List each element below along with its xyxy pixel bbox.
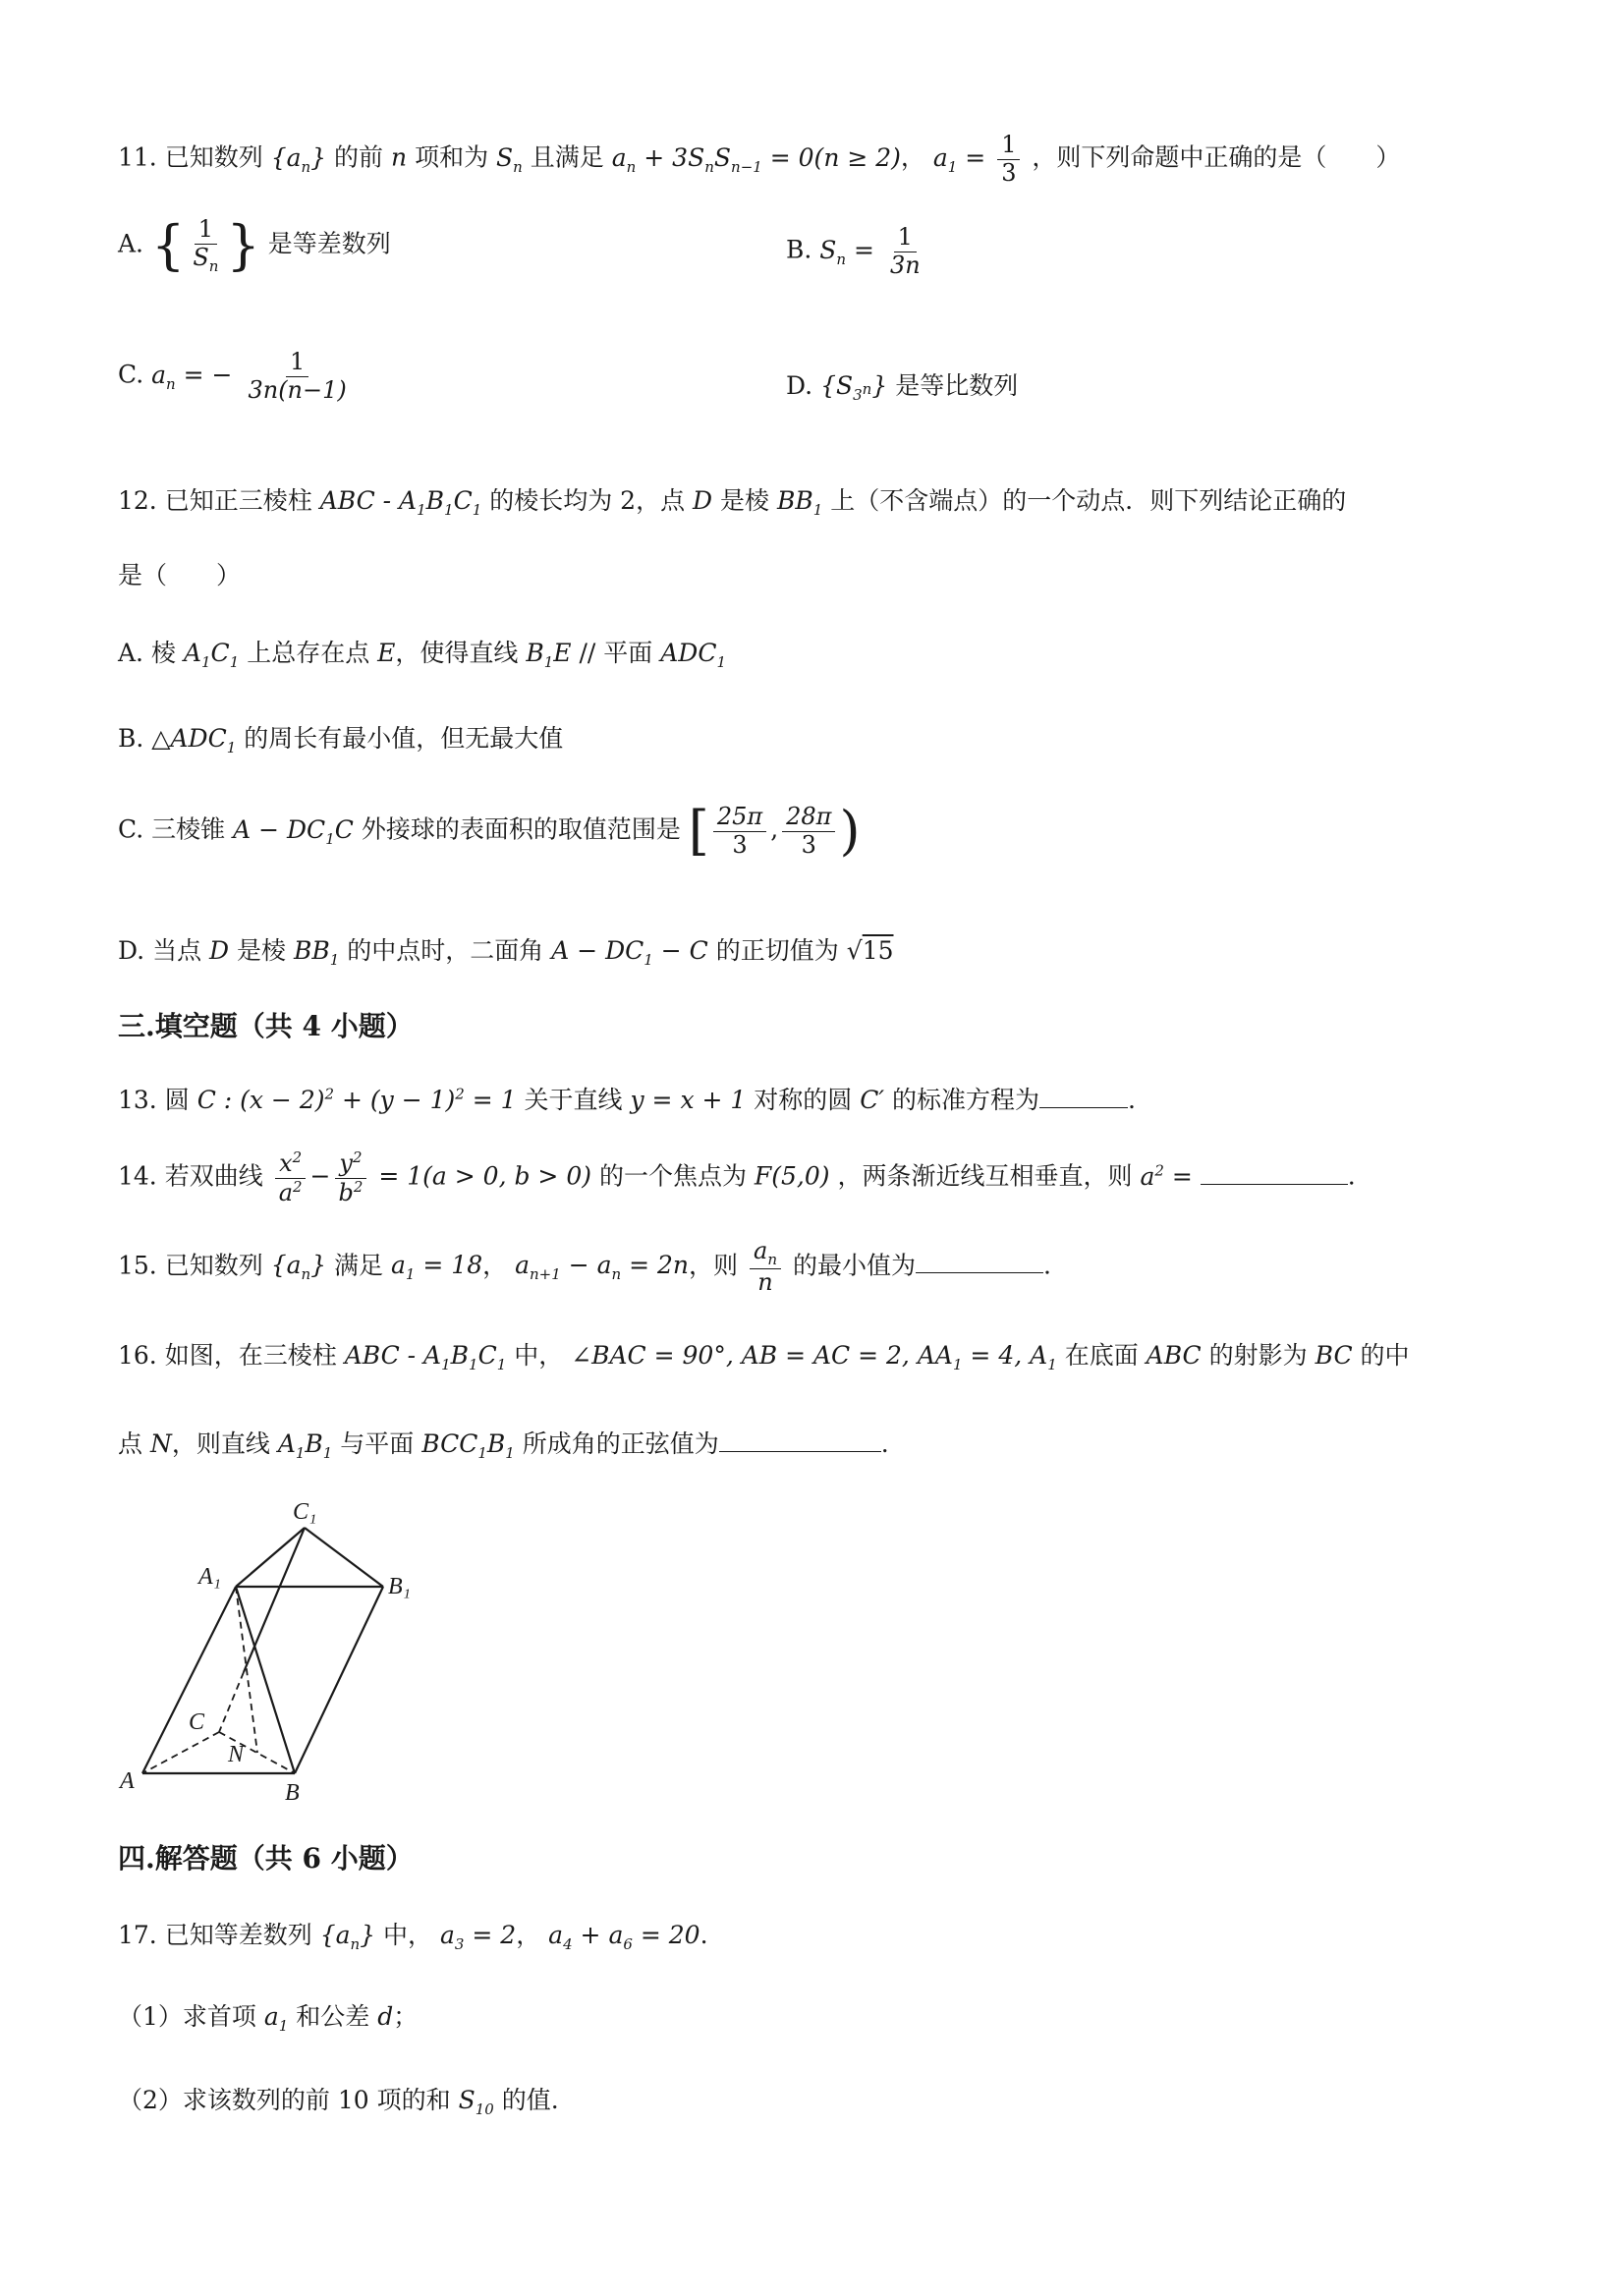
section-3-heading: 三.填空题（共 4 小题） bbox=[118, 1010, 414, 1042]
q13: 13. 圆 C : $(x - 2)^2 + (y - 1)^2 = 1$ 关于直线 y = x + 1 对称的圆 C′ 的标准方程为 . bbox=[118, 1085, 1136, 1114]
q16-line2: 点 N，则直线 $A_1B_1$ 与平面 $BCC_1B_1$ 所成角的正弦值为 . bbox=[118, 1429, 889, 1462]
q15-answer-blank[interactable] bbox=[916, 1270, 1043, 1273]
q12-option-c: C. 三棱锥 $A - DC_1C$ 外接球的表面积的取值范围是 [ $\frac{25\pi}{3}$ , $\frac{28\pi}{3}$ ) bbox=[118, 800, 861, 863]
q16-answer-blank[interactable] bbox=[719, 1449, 881, 1452]
label-C1: C₁ bbox=[293, 1499, 317, 1525]
label-A: A bbox=[120, 1768, 135, 1794]
q12-option-a: A. 棱 $A_1C_1$ 上总存在点 E，使得直线 $B_1E$ // 平面 $ADC_1$ bbox=[118, 639, 727, 671]
label-N: N bbox=[228, 1742, 245, 1767]
q11-option-a: A. { $\frac{1}{S_n}$ } 是等差数列 bbox=[118, 213, 391, 276]
q17-part2: （2）求该数列的前 10 项的和 $S_{10}$ 的值. bbox=[118, 2086, 559, 2118]
q13-answer-blank[interactable] bbox=[1039, 1105, 1128, 1108]
q17: 17. 已知等差数列 $\{a_n\}$ 中， $a_3 = 2$， $a_4 + a_6 = 20$. bbox=[118, 1921, 708, 1953]
q11-number: 11. bbox=[118, 142, 157, 172]
label-A1: A₁ bbox=[198, 1564, 222, 1590]
label-B1: B₁ bbox=[388, 1574, 412, 1599]
q14-answer-blank[interactable] bbox=[1201, 1182, 1348, 1185]
section-4-heading: 四.解答题（共 6 小题） bbox=[118, 1842, 414, 1875]
q12-stem-line2: 是（ ） bbox=[118, 561, 242, 589]
q12-option-b: B. $\triangle ADC_1$ 的周长有最小值，但无最大值 bbox=[118, 724, 564, 756]
q16-line1: 16. 如图，在三棱柱 ABC - $A_1B_1C_1$ 中， ∠BAC = 90°, AB = AC = 2, $AA_1 = 4$, $A_1$ 在底面 ABC 的射影为 BC 的中 bbox=[118, 1341, 1410, 1373]
q12-stem: 12. 已知正三棱柱 ABC - $A_1B_1C_1$ 的棱长均为 2，点 D 是棱 $BB_1$ 上（不含端点）的一个动点．则下列结论正确的 bbox=[118, 486, 1347, 519]
prism-figure bbox=[108, 1493, 462, 1818]
q11-option-d: D. $\{S_{3^n}\}$ 是等比数列 bbox=[786, 371, 1019, 404]
label-C: C bbox=[189, 1709, 205, 1735]
q11-stem: 11. 已知数列 $\{a_n\}$ 的前 n 项和为 $S_n$ 且满足 $a_n + 3S_nS_{n-1} = 0(n \ge 2)$， $a_1$ = $\frac{1}{3}$ ，则下列命题中正确的是（ ） bbox=[118, 131, 1401, 187]
q11-option-c: C. $a_n$ = − $\frac{1}{3n(n-1)}$ bbox=[118, 348, 347, 404]
q17-part1: （1）求首项 $a_1$ 和公差 d； bbox=[118, 2002, 419, 2035]
q11-option-b: B. $S_n$ = $\frac{1}{3n}$ bbox=[786, 223, 921, 279]
q15: 15. 已知数列 $\{a_n\}$ 满足 $a_1 = 18$， $a_{n+1} - a_n = 2n$，则 $\frac{a_n}{n}$ 的最小值为 . bbox=[118, 1237, 1051, 1297]
label-B: B bbox=[285, 1780, 300, 1806]
q14: 14. 若双曲线 $\frac{x^2}{a^2}$ − $\frac{y^2}{b^2}$ = 1(a > 0, b > 0) 的一个焦点为 F(5,0) ，两条渐近线互相垂直，则 $a^2$ = . bbox=[118, 1148, 1356, 1206]
q12-option-d: D. 当点 D 是棱 $BB_1$ 的中点时，二面角 $A - DC_1 - C$ 的正切值为 √15 bbox=[118, 936, 894, 969]
